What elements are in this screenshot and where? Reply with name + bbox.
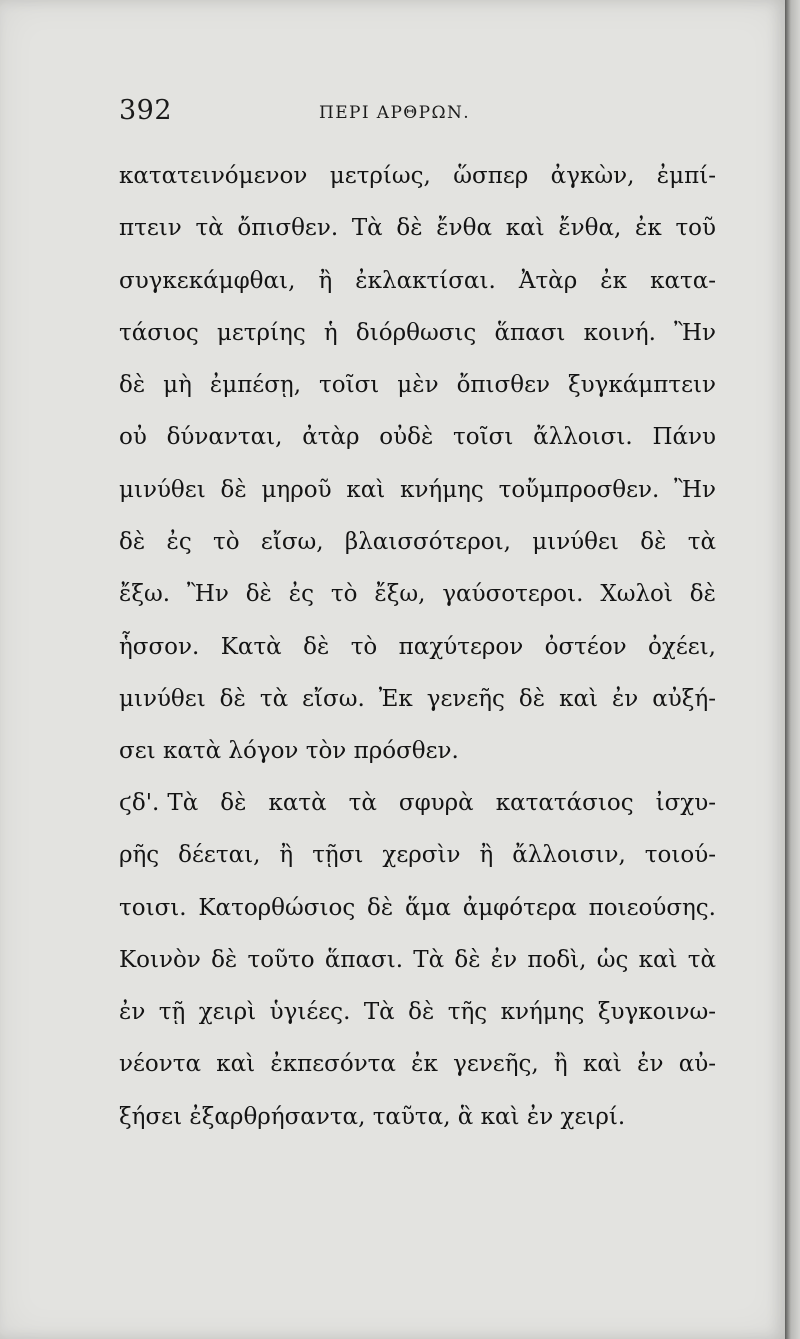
text-line: συγκεκάμφθαι, ἢ ἐκλακτίσαι. Ἀτὰρ ἐκ κατα- xyxy=(119,267,716,294)
text-line: ἔξω. Ἢν δὲ ἐς τὸ ἔξω, γαύσοτεροι. Χωλοὶ δὲ xyxy=(119,581,716,608)
text-line: δὲ ἐς τὸ εἴσω, βλαισσότεροι, μινύθει δὲ τὰ xyxy=(119,529,716,556)
text-line: πτειν τὰ ὄπισθεν. Τὰ δὲ ἔνθα καὶ ἔνθα, ἐκ τοῦ xyxy=(119,215,716,242)
paragraph-2 xyxy=(119,777,716,1143)
text-line: κατατεινόμενον μετρίως, ὥσπερ ἀγκὼν, ἐμπί- xyxy=(119,163,716,189)
text-line: ἧσσον. Κατὰ δὲ τὸ παχύτερον ὀστέον ὀχέει, xyxy=(119,633,716,660)
page-header xyxy=(119,93,719,133)
text-line: νέοντα καὶ ἐκπεσόντα ἐκ γενεῆς, ἢ καὶ ἐν αὐ- xyxy=(119,1051,716,1078)
section-mark: ϛδ'. xyxy=(119,790,160,816)
paragraph-1 xyxy=(119,150,716,778)
text-line: σει κατὰ λόγον τὸν πρόσθεν. xyxy=(119,738,459,765)
text-line: μινύθει δὲ τὰ εἴσω. Ἐκ γενεῆς δὲ καὶ ἐν αὐξή- xyxy=(119,685,716,712)
text-line: δὲ μὴ ἐμπέσῃ, τοῖσι μὲν ὄπισθεν ξυγκάμπτειν xyxy=(119,372,716,399)
text-line: μινύθει δὲ μηροῦ καὶ κνήμης τοὔμπροσθεν. Ἢν xyxy=(119,476,716,503)
text-line: ἐν τῇ χειρὶ ὑγιέες. Τὰ δὲ τῆς κνήμης ξυγκοινω- xyxy=(119,999,716,1026)
text-line: οὐ δύνανται, ἀτὰρ οὐδὲ τοῖσι ἄλλοισι. Πάνυ xyxy=(119,424,716,451)
text-line: τάσιος μετρίης ἡ διόρθωσις ἅπασι κοινή. Ἢν xyxy=(119,319,716,346)
page-number: 392 xyxy=(119,95,173,126)
text-line-first xyxy=(119,777,716,829)
text-line: ξήσει ἐξαρθρήσαντα, ταῦτα, ἃ καὶ ἐν χειρί. xyxy=(119,1103,626,1130)
text-line-content: Τὰ δὲ κατὰ τὰ σφυρὰ κατατάσιος ἰσχυ- xyxy=(167,790,716,816)
text-line: ρῆς δέεται, ἢ τῇσι χερσὶν ἢ ἄλλοισιν, τοιού- xyxy=(119,842,716,869)
text-line: τοισι. Κατορθώσιος δὲ ἅμα ἀμφότερα ποιεούσης. xyxy=(119,894,716,921)
running-title: ΠΕΡΙ ΑΡΘΡΩΝ. xyxy=(319,103,471,123)
page-edge xyxy=(785,0,800,1339)
text-line: Κοινὸν δὲ τοῦτο ἅπασι. Τὰ δὲ ἐν ποδὶ, ὡς καὶ τὰ xyxy=(119,946,716,973)
